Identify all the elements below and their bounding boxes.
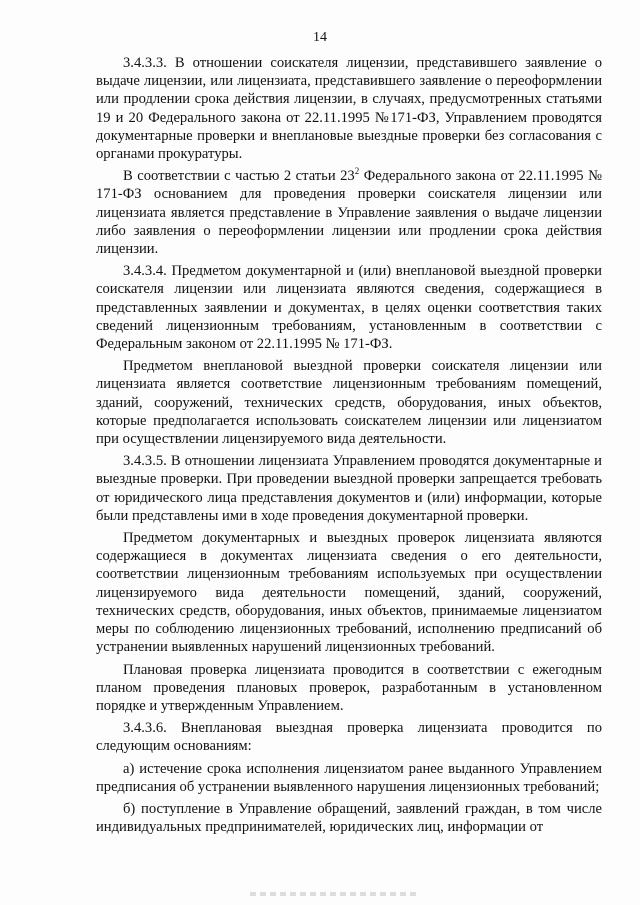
document-body [96, 54, 602, 836]
list-item-b: б) поступление в Управление обращений, заявлений граждан, в том числе индивидуальных предпринимателей, юридических лиц, информации от [96, 800, 602, 836]
paragraph-text-after: Федерального закона от 22.11.1995 № 171-ФЗ основанием для проведения проверки соискателя лицензии или лицензиата является представление в Управление заявления о выдаче лицензии либо заявления о переоформлении лицензии или продлении срока действия лицензии. [96, 168, 602, 258]
superscript: 2 [354, 166, 360, 177]
scan-footer-artifact [250, 892, 420, 896]
paragraph-inspection-subject: Предметом документарных и выездных проверок лицензиата являются содержащиеся в документах лицензиата сведения о его деятельности, соответствии лицензионным требованиям используемых при осуществлении лицензируемого вида деятельности помещений, зданий, сооружений, технических средств, оборудования, иных объектов, принимаемые лицензиатом меры по соблюдению лицензионных требований, исполнению предписаний об устранении выявленных нарушений лицензионных требований. [96, 530, 602, 656]
paragraph-3-4-3-5: 3.4.3.5. В отношении лицензиата Управлением проводятся документарные и выездные проверки. При проведении выездной проверки запрещается требовать от юридического лица представления документов и (или) информации, которые были представлены ими в ходе проведения документарной проверки. [96, 453, 602, 524]
paragraph-unscheduled-inspection-subject: Предметом внеплановой выездной проверки соискателя лицензии или лицензиата является соответствие лицензионным требованиям помещений, зданий, сооружений, технических средств, оборудования, иных объектов, которые предполагается использовать соискателем лицензии или лицензиатом при осуществлении лицензируемого вида деятельности. [96, 358, 602, 448]
paragraph-3-4-3-6: 3.4.3.6. Внеплановая выездная проверка лицензиата проводится по следующим основаниям: [96, 720, 602, 755]
paragraph-3-4-3-4: 3.4.3.4. Предметом документарной и (или) внеплановой выездной проверки соискателя лицензии или лицензиата являются сведения, содержащиеся в представленных заявлении и документах, в целях оценки соответствия таких сведений лицензионным требованиям, установленным в соответствии с Федеральным законом от 22.11.1995 № 171-ФЗ. [96, 263, 602, 353]
paragraph-article-23-2 [96, 167, 602, 258]
paragraph-text-before: В соответствии с частью 2 статьи 23 [123, 168, 355, 185]
paragraph-scheduled-inspection: Плановая проверка лицензиата проводится в соответствии с ежегодным планом проведения плановых проверок, разработанным в установленном порядке и утвержденным Управлением. [96, 661, 602, 714]
page-number: 14 [313, 30, 327, 45]
list-item-a: а) истечение срока исполнения лицензиатом ранее выданного Управлением предписания об устранении выявленного нарушения лицензионных требований; [96, 760, 602, 795]
paragraph-3-4-3-3: 3.4.3.3. В отношении соискателя лицензии, представившего заявление о выдаче лицензии, или лицензиата, представившего заявление о переоформлении или продлении срока действия лицензии, в случаях, предусмотренных статьями 19 и 20 Федерального закона от 22.11.1995 №171-ФЗ, Управлением проводятся документарные проверки и внеплановые выездные проверки без согласования с органами прокуратуры. [96, 55, 602, 163]
